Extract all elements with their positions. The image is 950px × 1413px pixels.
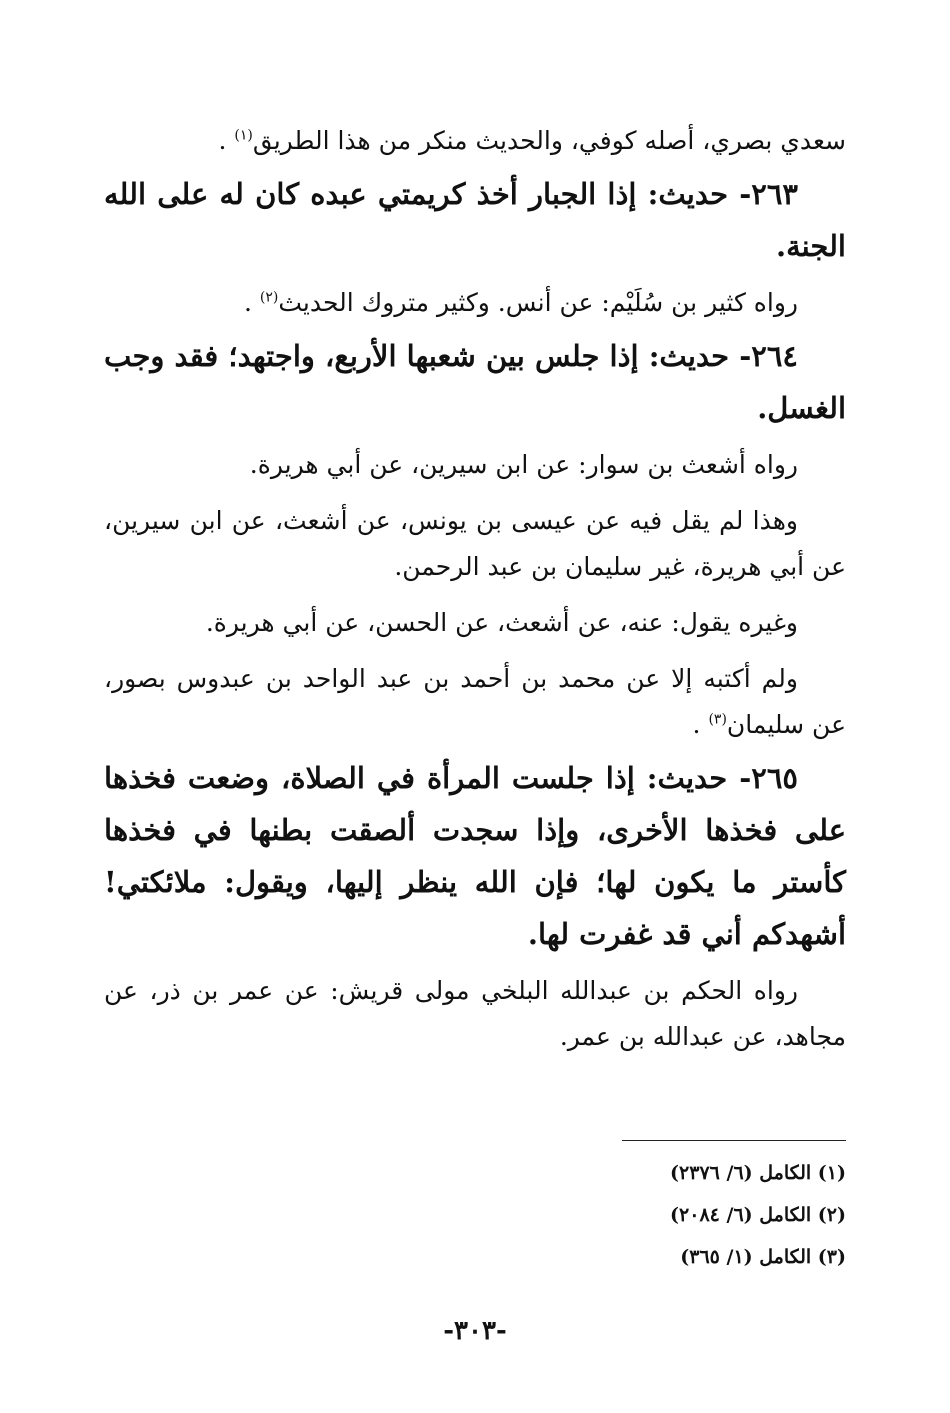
footnote-ref-3: (٣) — [708, 711, 727, 728]
main-text — [104, 118, 846, 1060]
commentary-paragraph: وغيره يقول: عنه، عن أشعث، عن الحسن، عن أبي هريرة. — [205, 608, 798, 637]
hadith-264 — [104, 330, 846, 434]
footnote-3: (٣) الكامل (١/ ٣٦٥) — [680, 1246, 846, 1268]
hadith-number: ٢٦٤- — [739, 339, 798, 373]
footnote-1: (١) الكامل (٦/ ٢٣٧٦) — [670, 1162, 846, 1184]
hadith-text: حديث: إذا الجبار أخذ كريمتي عبده كان له على الله الجنة. — [104, 177, 846, 263]
page-number: -٣٠٣- — [443, 1316, 507, 1346]
hadith-263 — [104, 168, 846, 272]
footnote-ref-2: (٢) — [259, 289, 279, 306]
hadith-number: ٢٦٥- — [739, 761, 798, 795]
hadith-265 — [104, 752, 846, 960]
hadith-text: حديث: إذا جلس بين شعبها الأربع، واجتهد؛ فقد وجب الغسل. — [104, 339, 846, 425]
footnote-divider — [622, 1140, 846, 1141]
hadith-text: حديث: إذا جلست المرأة في الصلاة، وضعت فخذها على فخذها الأخرى، وإذا سجدت ألصقت بطنها في فخذها كأستر ما يكون لها؛ فإن الله ينظر إليها، ويقول: ملائكتي! أشهدكم أني قد غفرت لها. — [104, 761, 846, 951]
narration-paragraph: رواه أشعث بن سوار: عن ابن سيرين، عن أبي هريرة. — [249, 450, 798, 479]
paragraph-continuation: سعدي بصري، أصله كوفي، والحديث منكر من هذا الطريق$^{(١)}$ . — [218, 126, 846, 155]
footnotes — [446, 1152, 846, 1278]
hadith-number: ٢٦٣- — [739, 177, 798, 211]
footnote-2: (٢) الكامل (٦/ ٢٠٨٤) — [670, 1204, 846, 1226]
narration-paragraph: رواه كثير بن سُلَيْم: عن أنس. وكثير متروك الحديث$^{(٢)}$ . — [243, 288, 798, 317]
footnote-ref-1: (١) — [234, 127, 253, 144]
commentary-paragraph: وهذا لم يقل فيه عن عيسى بن يونس، عن أشعث، عن ابن سيرين، عن أبي هريرة، غير سليمان بن عبد الرحمن. — [104, 506, 846, 581]
commentary-paragraph: ولم أكتبه إلا عن محمد بن أحمد بن عبد الواحد بن عبدوس بصور، عن سليمان$^{(٣)}$ . — [104, 664, 846, 739]
narration-paragraph: رواه الحكم بن عبدالله البلخي مولى قريش: عن عمر بن ذر، عن مجاهد، عن عبدالله بن عمر. — [104, 976, 846, 1051]
